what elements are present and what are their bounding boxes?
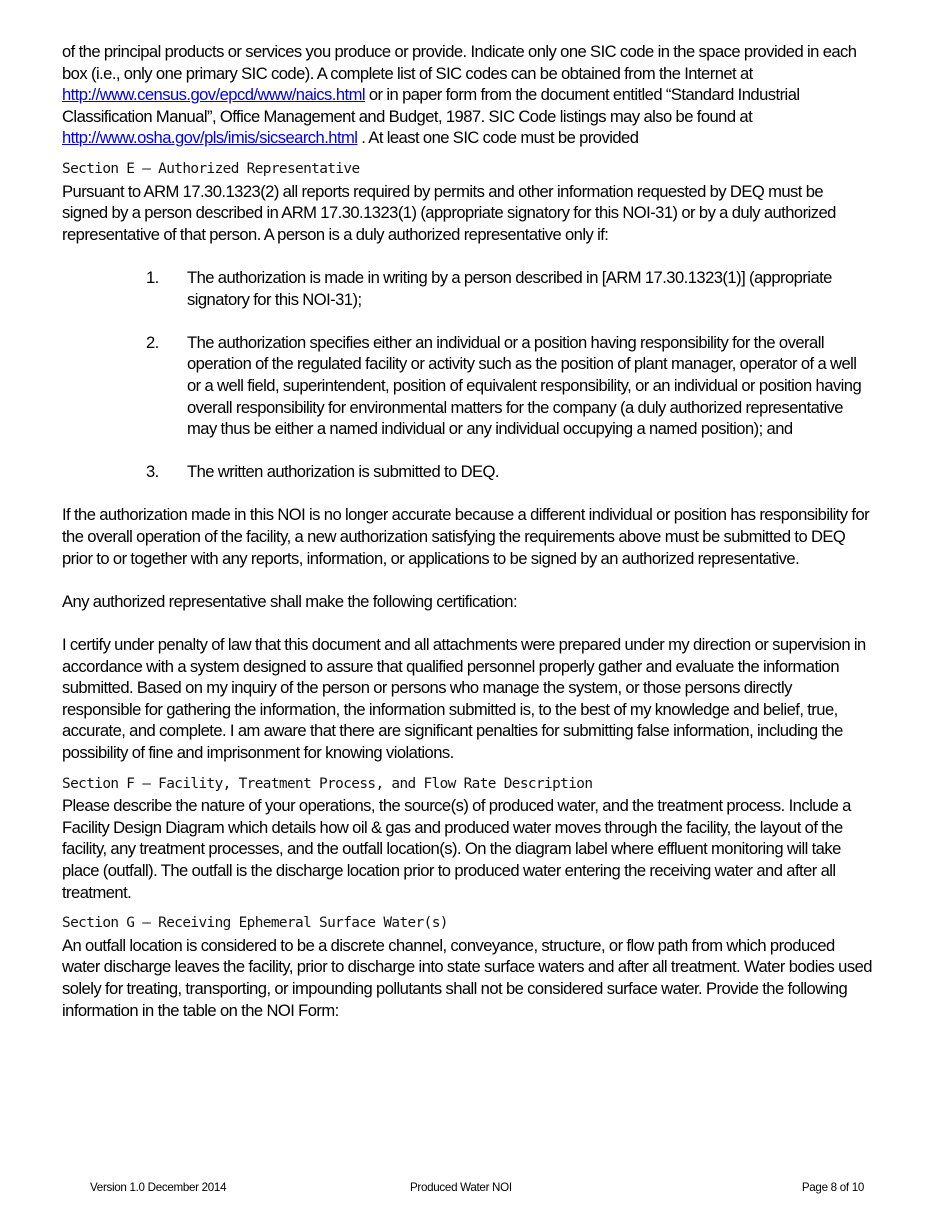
spacer: [62, 569, 872, 591]
authorization-conditions-list: [62, 267, 872, 483]
footer-version: Version 1.0 December 2014: [90, 1181, 227, 1194]
list-item: [62, 267, 872, 310]
certification-intro: Any authorized representative shall make the following certification:: [62, 591, 518, 611]
sic-code-paragraph: [62, 41, 872, 149]
list-item-text: The written authorization is submitted to DEQ.: [187, 462, 499, 482]
sic-text-2: or in paper form from the document entitled “Standard Industrial Classification Manual”, Office Management and Budget, 1987. SIC Code listings may also be found at: [62, 85, 800, 126]
no-longer-accurate-paragraph: If the authorization made in this NOI is no longer accurate because a different individual or position has responsibility for the overall operation of the facility, a new authorization satisfying the requirements above must be submitted to DEQ prior to or together with any reports, information, or applications to be signed by an authorized representative.: [62, 505, 870, 568]
list-item-number: 3.: [146, 462, 159, 482]
footer-page-number: Page 8 of 10: [801, 1181, 864, 1194]
osha-sicsearch-link[interactable]: http://www.osha.gov/pls/imis/sicsearch.html: [62, 128, 358, 148]
document-page: [62, 41, 872, 1021]
certification-statement: I certify under penalty of law that this document and all attachments were prepared under my direction or supervision in accordance with a system designed to assure that qualified personnel properly gather and evaluate the information submitted. Based on my inquiry of the person or persons who manage the system, or those persons directly responsible for gathering the information, the information submitted is, to the best of my knowledge and belief, true, accurate, and complete. I am aware that there are significant penalties for submitting false information, including the possibility of fine and imprisonment for knowing violations.: [62, 635, 866, 762]
sic-text-1: of the principal products or services you produce or provide. Indicate only one SIC code in the space provided in each box (i.e., only one primary SIC code). A complete list of SIC codes can be obtained from the Internet at: [62, 42, 857, 83]
spacer: [62, 245, 872, 267]
section-g-body: An outfall location is considered to be a discrete channel, conveyance, structure, or flow path from which produced water discharge leaves the facility, prior to discharge into state surface waters and after all treatment. Water bodies used solely for treating, transporting, or impounding pollutants shall not be considered surface water. Provide the following information in the table on the NOI Form:: [62, 935, 872, 1020]
list-item-number: 2.: [146, 332, 159, 352]
footer-title: Produced Water NOI: [410, 1181, 512, 1194]
census-naics-link[interactable]: http://www.census.gov/epcd/www/naics.html: [62, 85, 366, 105]
section-g-heading: Section G – Receiving Ephemeral Surface Water(s): [62, 915, 448, 932]
list-item-number: 1.: [146, 267, 159, 287]
section-e-heading: Section E – Authorized Representative: [62, 160, 360, 177]
list-item-text: The authorization is made in writing by a person described in [ARM 17.30.1323(1)] (appropriate signatory for this NOI-31);: [187, 267, 832, 309]
list-item-text: The authorization specifies either an individual or a position having responsibility for the overall operation of the regulated facility or activity such as the position of plant manager, operator of a well or a well field, superintendent, position of equivalent responsibility, or an individual or position having overall responsibility for environmental matters for the company (a duly authorized representative may thus be either a named individual or any individual occupying a named position); and: [187, 332, 862, 439]
list-item: [62, 332, 872, 440]
section-f-heading: Section F – Facility, Treatment Process, and Flow Rate Description: [62, 775, 593, 792]
sic-text-3: . At least one SIC code must be provided: [357, 128, 639, 148]
list-item: [62, 461, 872, 483]
section-f-body: Please describe the nature of your operations, the source(s) of produced water, and the treatment process. Include a Facility Design Diagram which details how oil & gas and produced water moves through the facility, the layout of the facility, any treatment processes, and the outfall location(s). On the diagram label where effluent monitoring will take place (outfall). The outfall is the discharge location prior to produced water entering the receiving water and after all treatment.: [62, 796, 851, 902]
spacer: [62, 612, 872, 634]
section-e-intro: Pursuant to ARM 17.30.1323(2) all reports required by permits and other information requested by DEQ must be signed by a person described in ARM 17.30.1323(1) (appropriate signatory for this NOI-31) or by a duly authorized representative of that person. A person is a duly authorized representative only if:: [62, 181, 836, 244]
